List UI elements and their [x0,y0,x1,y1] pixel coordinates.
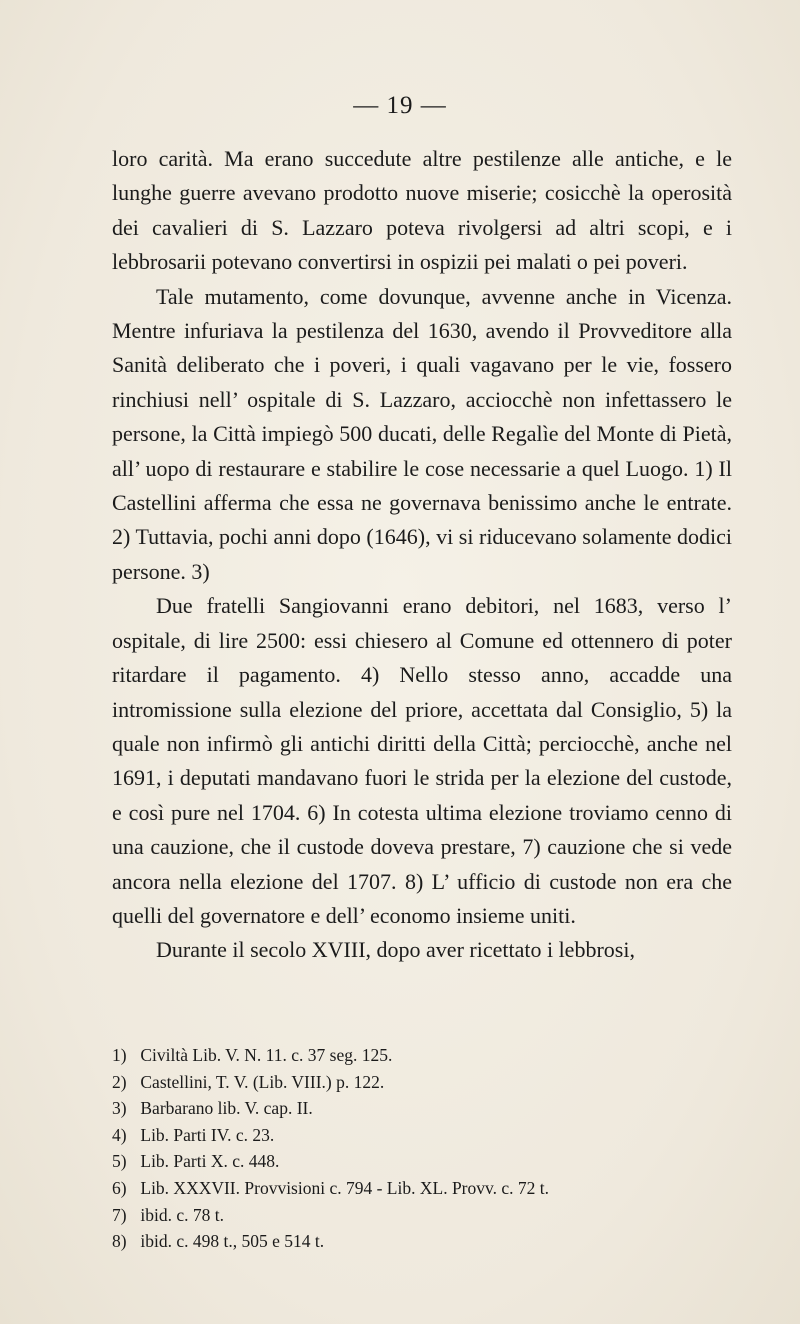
footnote-number: 8) [112,1231,127,1252]
footnote [112,1228,752,1255]
footnotes [112,1042,752,1255]
footnote-text: Barbarano lib. V. cap. II. [140,1098,313,1119]
footnote-number: 2) [112,1071,127,1092]
footnote-number: 6) [112,1177,127,1198]
paragraph: Durante il secolo XVIII, dopo aver ricettato i lebbrosi, [156,937,635,963]
footnote [112,1122,752,1149]
footnote-text: Civiltà Lib. V. N. 11. c. 37 seg. 125. [140,1045,393,1065]
footnote-number: 1) [112,1045,127,1065]
footnote-text: ibid. c. 498 t., 505 e 514 t. [140,1231,325,1252]
footnote-text: Castellini, T. V. (Lib. VIII.) p. 122. [140,1071,385,1092]
footnote-number: 4) [112,1124,127,1145]
footnote [112,1069,752,1096]
footnote [112,1042,752,1069]
footnote-number: 3) [112,1098,127,1119]
footnote-text: Lib. Parti IV. c. 23. [140,1124,275,1145]
footnote [112,1175,752,1202]
footnote [112,1095,752,1122]
footnote-number: 5) [112,1151,127,1172]
footnote-text: Lib. Parti X. c. 448. [140,1151,280,1172]
footnote-number: 7) [112,1204,127,1225]
paragraph: loro carità. Ma erano succedute altre pestilenze alle antiche, e le lunghe guerre avevano prodotto nuove miserie; cosicchè la operosità dei cavalieri di S. Lazzaro poteva rivolgersi ad altri scopi, e i lebbrosarii potevano convertirsi in ospizii pei malati o pei poveri. [112,146,732,275]
footnote [112,1202,752,1229]
footnote-text: Lib. XXXVII. Provvisioni c. 794 - Lib. XL. Provv. c. 72 t. [140,1177,549,1198]
footnote [112,1148,752,1175]
page-number: — 19 — [353,92,447,119]
paragraph: Due fratelli Sangiovanni erano debitori, nel 1683, verso l’ ospitale, di lire 2500: essi chiesero al Comune ed ottennero di poter ritardare il pagamento. 4) Nello stesso anno, accadde una intromissione sulla elezione del priore, accettata dal Consiglio, 5) la quale non infirmò gli antichi diritti della Città; perciocchè, anche nel 1691, i deputati mandavano fuori le strida per la elezione del custode, e così pure nel 1704. 6) In cotesta ultima elezione troviamo cenno di una cauzione, che il custode doveva prestare, 7) cauzione che si vede ancora nella elezione del 1707. 8) L’ ufficio di custode non era che quelli del governatore e dell’ economo insieme uniti. [112,593,732,928]
paragraph: Tale mutamento, come dovunque, avvenne anche in Vicenza. Mentre infuriava la pestilenza del 1630, avendo il Provveditore alla Sanità deliberato che i poveri, i quali vagavano per le vie, fossero rinchiusi nell’ ospitale di S. Lazzaro, acciocchè non infettassero le persone, la Città impiegò 500 ducati, delle Regalìe del Monte di Pietà, all’ uopo di restaurare e stabilire le cose necessarie a quel Luogo. 1) Il Castellini afferma che essa ne governava benissimo anche le entrate. 2) Tuttavia, pochi anni dopo (1646), vi si riducevano solamente dodici persone. 3) [112,283,732,584]
body-text [112,142,732,968]
footnote-text: ibid. c. 78 t. [140,1204,224,1225]
